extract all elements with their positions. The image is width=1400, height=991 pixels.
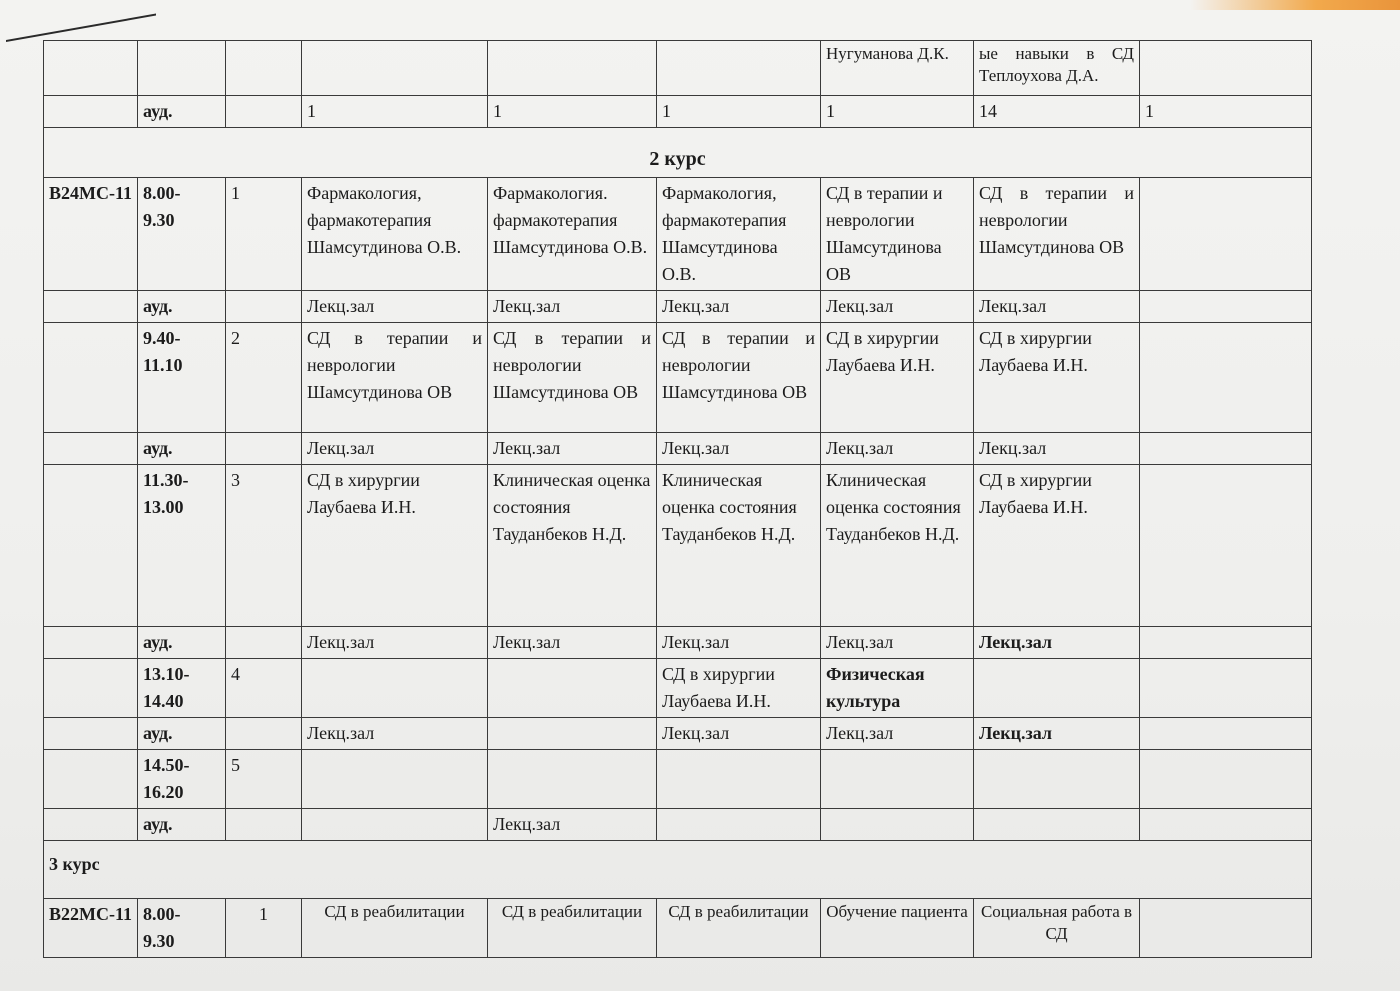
table-cell: 14 — [974, 96, 1140, 128]
room-cell — [1140, 433, 1312, 465]
aud-label: ауд. — [138, 718, 226, 750]
lesson-cell: СД в реабилитации — [488, 899, 657, 958]
lesson-cell: Клиническая оценка состояния Тауданбеков Н.Д. — [488, 465, 657, 627]
course-title: 2 курс — [44, 128, 1312, 178]
aud-row — [44, 433, 1312, 465]
lesson-cell: Фармакология, фармакотерапия Шамсутдинова О.В. — [302, 178, 488, 291]
lesson-cell — [488, 750, 657, 809]
table-cell: 1 — [488, 96, 657, 128]
aud-label: ауд. — [138, 809, 226, 841]
room-cell — [1140, 291, 1312, 323]
lesson-cell: СД в терапии и неврологии Шамсутдинова ОВ — [821, 178, 974, 291]
room-cell: Лекц.зал — [974, 718, 1140, 750]
pair-number: 4 — [226, 659, 302, 718]
table-cell — [44, 291, 138, 323]
time-slot: 14.50- 16.20 — [138, 750, 226, 809]
aud-label: ауд. — [138, 627, 226, 659]
table-cell — [44, 96, 138, 128]
room-cell: Лекц.зал — [488, 809, 657, 841]
table-cell — [657, 41, 821, 96]
room-cell — [1140, 627, 1312, 659]
table-row — [44, 465, 1312, 627]
lesson-cell — [1140, 465, 1312, 627]
table-cell: 1 — [302, 96, 488, 128]
lesson-cell: СД в хирургии Лаубаева И.Н. — [657, 659, 821, 718]
room-cell — [302, 809, 488, 841]
room-cell: Лекц.зал — [488, 433, 657, 465]
table-cell — [44, 323, 138, 433]
time-slot: 8.00- 9.30 — [138, 178, 226, 291]
lesson-cell: Социальная работа в СД — [974, 899, 1140, 958]
group-code: В22МС-11 — [44, 899, 138, 958]
lesson-cell: СД в хирургии Лаубаева И.Н. — [974, 465, 1140, 627]
room-cell: Лекц.зал — [821, 627, 974, 659]
room-cell: Лекц.зал — [488, 627, 657, 659]
room-cell: Лекц.зал — [302, 291, 488, 323]
table-cell — [1140, 41, 1312, 96]
aud-row — [44, 291, 1312, 323]
table-cell — [226, 809, 302, 841]
room-cell: Лекц.зал — [821, 291, 974, 323]
lesson-cell — [974, 750, 1140, 809]
lesson-cell — [1140, 323, 1312, 433]
lesson-cell: СД в реабилитации — [302, 899, 488, 958]
lesson-cell — [1140, 750, 1312, 809]
table-cell: ые навыки в СД Теплоухова Д.А. — [974, 41, 1140, 96]
table-cell — [44, 627, 138, 659]
lesson-cell — [302, 750, 488, 809]
aud-label: ауд. — [138, 96, 226, 128]
room-cell: Лекц.зал — [488, 291, 657, 323]
paper-edge-line — [6, 0, 156, 42]
room-cell: Лекц.зал — [974, 627, 1140, 659]
lesson-cell: СД в хирургии Лаубаева И.Н. — [974, 323, 1140, 433]
table-row — [44, 178, 1312, 291]
table-row — [44, 323, 1312, 433]
room-cell: Лекц.зал — [302, 433, 488, 465]
lesson-cell — [1140, 659, 1312, 718]
table-row — [44, 899, 1312, 958]
aud-label: ауд. — [138, 291, 226, 323]
room-cell — [974, 809, 1140, 841]
lesson-cell: СД в терапии и неврологии Шамсутдинова ОВ — [302, 323, 488, 433]
room-cell: Лекц.зал — [821, 718, 974, 750]
room-cell: Лекц.зал — [657, 627, 821, 659]
table-row — [44, 750, 1312, 809]
time-slot: 9.40- 11.10 — [138, 323, 226, 433]
lesson-cell — [657, 750, 821, 809]
aud-row — [44, 718, 1312, 750]
time-slot: 13.10- 14.40 — [138, 659, 226, 718]
table-row — [44, 96, 1312, 128]
table-cell — [44, 433, 138, 465]
lesson-cell: СД в терапии и неврологии Шамсутдинова ОВ — [974, 178, 1140, 291]
room-cell: Лекц.зал — [657, 433, 821, 465]
table-row — [44, 659, 1312, 718]
pair-number: 1 — [226, 899, 302, 958]
lesson-cell: Клиническая оценка состояния Тауданбеков Н.Д. — [657, 465, 821, 627]
table-cell — [44, 465, 138, 627]
lesson-cell: Фармакология, фармакотерапия Шамсутдинова О.В. — [657, 178, 821, 291]
course-header-row — [44, 128, 1312, 178]
room-cell: Лекц.зал — [657, 291, 821, 323]
pair-number: 5 — [226, 750, 302, 809]
room-cell: Лекц.зал — [974, 291, 1140, 323]
table-cell — [44, 750, 138, 809]
room-cell: Лекц.зал — [657, 718, 821, 750]
table-cell — [226, 41, 302, 96]
table-cell — [138, 41, 226, 96]
table-cell: 1 — [1140, 96, 1312, 128]
pair-number: 1 — [226, 178, 302, 291]
table-cell — [44, 718, 138, 750]
lesson-cell: СД в терапии и неврологии Шамсутдинова ОВ — [488, 323, 657, 433]
lesson-cell: СД в терапии и неврологии Шамсутдинова ОВ — [657, 323, 821, 433]
table-cell — [44, 659, 138, 718]
lesson-cell: СД в хирургии Лаубаева И.Н. — [302, 465, 488, 627]
table-cell — [226, 718, 302, 750]
time-slot: 11.30- 13.00 — [138, 465, 226, 627]
table-cell — [226, 433, 302, 465]
table-cell: 1 — [821, 96, 974, 128]
room-cell — [1140, 809, 1312, 841]
room-cell: Лекц.зал — [302, 627, 488, 659]
time-slot: 8.00- 9.30 — [138, 899, 226, 958]
lesson-cell: Фармакология. фармакотерапия Шамсутдинова О.В. — [488, 178, 657, 291]
aud-row — [44, 627, 1312, 659]
table-cell — [226, 291, 302, 323]
lesson-cell — [488, 659, 657, 718]
table-cell — [226, 96, 302, 128]
room-cell: Лекц.зал — [302, 718, 488, 750]
table-cell — [44, 41, 138, 96]
pair-number: 2 — [226, 323, 302, 433]
table-cell: 1 — [657, 96, 821, 128]
table-row — [44, 41, 1312, 96]
lesson-cell — [1140, 178, 1312, 291]
lesson-cell — [1140, 899, 1312, 958]
lesson-cell — [302, 659, 488, 718]
lesson-cell — [974, 659, 1140, 718]
lesson-cell: СД в реабилитации — [657, 899, 821, 958]
lesson-cell — [821, 750, 974, 809]
room-cell — [1140, 718, 1312, 750]
aud-row — [44, 809, 1312, 841]
table-cell — [226, 627, 302, 659]
room-cell — [821, 809, 974, 841]
lesson-cell: Обучение пациента — [821, 899, 974, 958]
lesson-cell: Клиническая оценка состояния Тауданбеков Н.Д. — [821, 465, 974, 627]
paper-edge-tint — [1190, 0, 1400, 10]
course-title: 3 курс — [44, 841, 1312, 899]
room-cell — [657, 809, 821, 841]
table-cell — [44, 809, 138, 841]
course-header-row — [44, 841, 1312, 899]
table-cell — [488, 41, 657, 96]
room-cell: Лекц.зал — [821, 433, 974, 465]
lesson-cell: СД в хирургии Лаубаева И.Н. — [821, 323, 974, 433]
lesson-cell: Физическая культура — [821, 659, 974, 718]
schedule-table — [43, 40, 1312, 958]
aud-label: ауд. — [138, 433, 226, 465]
pair-number: 3 — [226, 465, 302, 627]
room-cell — [488, 718, 657, 750]
room-cell: Лекц.зал — [974, 433, 1140, 465]
table-cell — [302, 41, 488, 96]
table-cell: Нугуманова Д.К. — [821, 41, 974, 96]
group-code: В24МС-11 — [44, 178, 138, 291]
